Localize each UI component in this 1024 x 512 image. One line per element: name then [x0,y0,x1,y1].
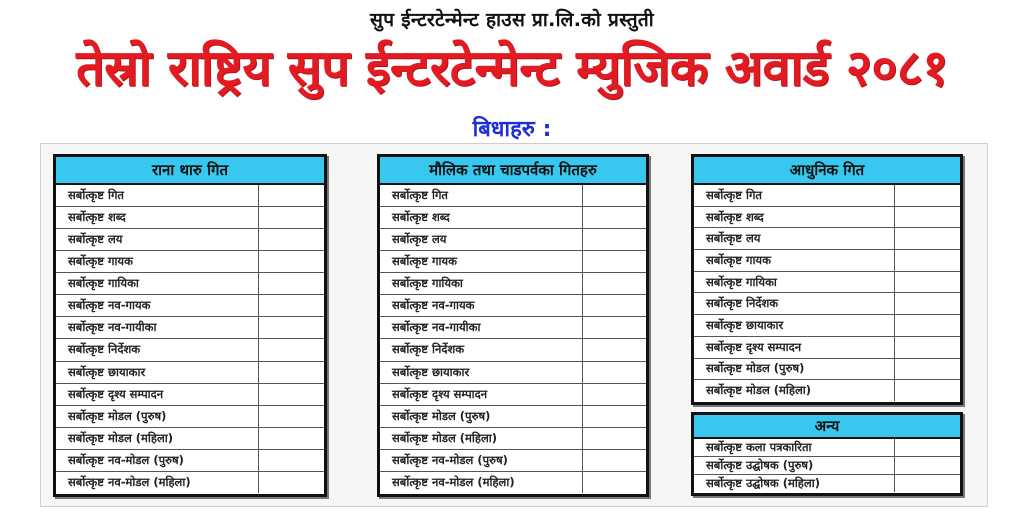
category-row [380,362,646,384]
category-value-cell [895,380,960,401]
category-label: सर्बोत्कृष्ट मोडल (महिला) [694,380,895,401]
category-value-cell [259,450,324,471]
category-label: सर्बोत्कृष्ट दृश्य सम्पादन [56,384,259,405]
category-label: सर्बोत्कृष्ट गायक [56,251,259,272]
category-value-cell [583,273,646,294]
category-label: सर्बोत्कृष्ट गायिका [380,273,583,294]
category-row [380,185,646,207]
category-value-cell [259,273,324,294]
category-row [380,229,646,251]
award-title: तेस्रो राष्ट्रिय सुप ईन्टरटेन्मेन्ट म्युजिक अवार्ड २०८१ [76,39,948,97]
category-label: सर्बोत्कृष्ट मोडल (पुरुष) [380,406,583,427]
category-label: सर्बोत्कृष्ट नव-मोडल (पुरुष) [380,450,583,471]
category-value-cell [583,229,646,250]
category-value-cell [895,207,960,228]
category-value-cell [259,384,324,405]
category-row [380,384,646,406]
panel-title: आधुनिक गित [694,157,960,185]
category-row [694,185,960,207]
category-label: सर्बोत्कृष्ट मोडल (महिला) [56,428,259,449]
panel-title: राना थारु गित [56,157,324,185]
category-label: सर्बोत्कृष्ट निर्देशक [56,339,259,360]
category-value-cell [583,384,646,405]
category-label: सर्बोत्कृष्ट छायाकार [380,362,583,383]
category-value-cell [895,359,960,380]
category-row [380,406,646,428]
category-row [694,439,960,457]
category-row [56,295,324,317]
category-value-cell [259,207,324,228]
category-row [380,273,646,295]
category-row [694,457,960,475]
category-row [380,251,646,273]
category-value-cell [259,317,324,338]
category-value-cell [583,251,646,272]
panel-title: मौलिक तथा चाडपर्वका गितहरु [380,157,646,185]
category-label: सर्बोत्कृष्ट शब्द [694,207,895,228]
category-row [56,428,324,450]
category-value-cell [895,439,960,456]
category-row [694,315,960,337]
category-label: सर्बोत्कृष्ट दृश्य सम्पादन [380,384,583,405]
category-value-cell [583,185,646,206]
category-row [380,450,646,472]
category-row [56,185,324,207]
presenter-subtitle: सुप ईन्टरटेन्मेन्ट हाउस प्रा.लि.को प्रस्तुती [370,9,654,31]
category-label: सर्बोत्कृष्ट दृश्य सम्पादन [694,337,895,358]
panel-original-festival-songs [377,154,649,497]
category-value-cell [259,185,324,206]
category-label: सर्बोत्कृष्ट कला पत्रकारिता [694,439,895,456]
category-label: सर्बोत्कृष्ट लय [694,228,895,249]
panel-other-categories [691,412,963,496]
category-row [694,250,960,272]
category-value-cell [259,428,324,449]
category-value-cell [259,362,324,383]
category-row [380,339,646,361]
category-row [380,317,646,339]
category-value-cell [259,229,324,250]
category-value-cell [583,428,646,449]
category-value-cell [259,406,324,427]
category-label: सर्बोत्कृष्ट गायिका [56,273,259,294]
category-row [56,207,324,229]
category-label: सर्बोत्कृष्ट मोडल (पुरुष) [56,406,259,427]
category-value-cell [259,339,324,360]
category-row [56,362,324,384]
category-value-cell [895,293,960,314]
category-label: सर्बोत्कृष्ट लय [380,229,583,250]
panel-modern-songs [691,154,963,405]
category-value-cell [895,250,960,271]
category-row [56,384,324,406]
category-label: सर्बोत्कृष्ट मोडल (महिला) [380,428,583,449]
category-label: सर्बोत्कृष्ट गायक [694,250,895,271]
category-value-cell [895,475,960,492]
category-row [694,207,960,229]
category-row [380,295,646,317]
category-row [694,380,960,401]
category-row [56,273,324,295]
category-value-cell [895,457,960,474]
category-value-cell [895,272,960,293]
category-value-cell [895,337,960,358]
category-value-cell [583,450,646,471]
category-row [380,472,646,493]
category-label: सर्बोत्कृष्ट गित [694,185,895,206]
category-row [56,450,324,472]
category-row [56,317,324,339]
category-value-cell [895,185,960,206]
category-value-cell [583,207,646,228]
category-label: सर्बोत्कृष्ट निर्देशक [380,339,583,360]
category-value-cell [259,472,324,493]
category-row [380,207,646,229]
category-label: सर्बोत्कृष्ट नव-गायक [380,295,583,316]
category-value-cell [583,362,646,383]
category-value-cell [583,406,646,427]
category-label: सर्बोत्कृष्ट छायाकार [694,315,895,336]
categories-heading: बिधाहरु : [472,117,552,142]
category-label: सर्बोत्कृष्ट गायिका [694,272,895,293]
category-label: सर्बोत्कृष्ट निर्देशक [694,293,895,314]
category-label: सर्बोत्कृष्ट गायक [380,251,583,272]
category-label: सर्बोत्कृष्ट नव-मोडल (महिला) [56,472,259,493]
category-label: सर्बोत्कृष्ट उद्घोषक (महिला) [694,475,895,492]
category-row [694,475,960,492]
category-value-cell [895,228,960,249]
category-row [380,428,646,450]
panel-title: अन्य [694,415,960,439]
category-label: सर्बोत्कृष्ट गित [56,185,259,206]
category-label: सर्बोत्कृष्ट उद्घोषक (पुरुष) [694,457,895,474]
category-row [56,251,324,273]
category-row [56,339,324,361]
category-row [56,406,324,428]
category-label: सर्बोत्कृष्ट छायाकार [56,362,259,383]
category-label: सर्बोत्कृष्ट शब्द [380,207,583,228]
category-value-cell [583,339,646,360]
category-row [694,272,960,294]
category-row [694,337,960,359]
category-row [694,359,960,381]
category-label: सर्बोत्कृष्ट नव-मोडल (महिला) [380,472,583,493]
category-label: सर्बोत्कृष्ट गित [380,185,583,206]
category-label: सर्बोत्कृष्ट नव-मोडल (पुरुष) [56,450,259,471]
category-label: सर्बोत्कृष्ट लय [56,229,259,250]
panel-rana-tharu-songs [53,154,327,497]
category-value-cell [259,295,324,316]
category-value-cell [583,295,646,316]
category-label: सर्बोत्कृष्ट मोडल (पुरुष) [694,359,895,380]
category-row [694,293,960,315]
category-label: सर्बोत्कृष्ट शब्द [56,207,259,228]
category-value-cell [583,317,646,338]
category-row [56,472,324,493]
category-label: सर्बोत्कृष्ट नव-गायीका [56,317,259,338]
category-label: सर्बोत्कृष्ट नव-गायक [56,295,259,316]
category-row [56,229,324,251]
category-value-cell [583,472,646,493]
category-value-cell [895,315,960,336]
category-label: सर्बोत्कृष्ट नव-गायीका [380,317,583,338]
category-row [694,228,960,250]
category-value-cell [259,251,324,272]
